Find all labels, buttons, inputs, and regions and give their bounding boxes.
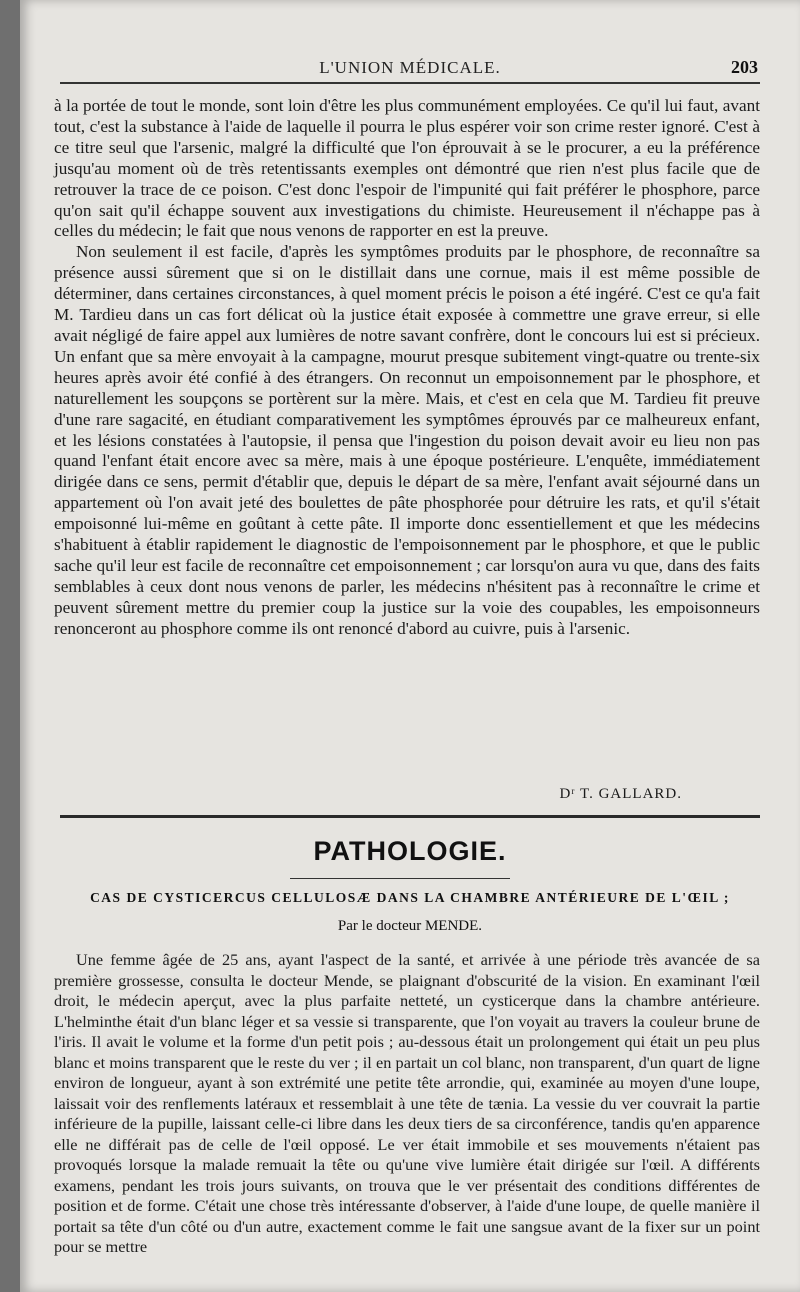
paragraph: à la portée de tout le monde, sont loin d'être les plus communément employées. Ce qu'il lui faut, avant tout, c'est la substance à l'aide de laquelle il pourra le plus espérer voir son crime rester ignoré. C'est à ce titre seul que l'arsenic, malgré la difficulté que l'on éprouvait à se le procurer, a eu la préférence jusqu'au moment où de très retentissants exemples ont démontré que rien n'est plus facile que de retrouver la trace de ce poison. C'est donc l'espoir de l'impunité qui fait préférer le phosphore, parce qu'on sait qu'il échappe souvent aux investigations du chimiste. Heureusement il n'échappe pas à celles du médecin; le fait que nous venons de rapporter en est la preuve. — [54, 96, 760, 241]
page-number: 203 — [731, 57, 758, 77]
title-underline — [290, 878, 510, 879]
page — [20, 0, 800, 1292]
byline: Par le docteur MENDE. — [337, 918, 483, 934]
article-title: CAS DE CYSTICERCUS CELLULOSÆ DANS LA CHAMBRE ANTÉRIEURE DE L'ŒIL ; — [90, 890, 730, 905]
article-body — [54, 950, 760, 1258]
section-divider — [60, 815, 760, 818]
article-continuation — [54, 96, 760, 640]
author-signature: Dʳ T. GALLARD. — [559, 786, 682, 802]
section-title: PATHOLOGIE. — [313, 836, 507, 866]
running-title: L'UNION MÉDICALE. — [319, 58, 501, 77]
running-header — [60, 52, 760, 84]
paragraph: Une femme âgée de 25 ans, ayant l'aspect de la santé, et arrivée à une période très avancée de sa première grossesse, consulta le docteur Mende, se plaignant d'obscurité de la vision. En examinant l'œil droit, le médecin aperçut, avec la plus parfaite netteté, un cysticerque dans la chambre antérieure. L'helminthe était d'un blanc léger et sa vessie si transparente, que l'on voyait au travers la couleur brune de l'iris. Il avait le volume et la forme d'un petit pois ; au-dessous était un prolongement qui était un peu plus blanc et moins transparent que le reste du ver ; il en partait un col blanc, non transparent, d'un quart de ligne environ de longueur, ayant à son extrémité une petite tête arrondie, qui, examinée au moyen d'une loupe, laissait voir des renflements latéraux et ressemblait à une tête de tænia. La vessie du ver couvrait la partie inférieure de la pupille, laissant celle-ci libre dans les deux tiers de sa circonférence, tandis qu'en apparence elle ne différait pas de celle de l'œil opposé. Le ver était immobile et ses mouvements n'étaient pas provoqués lorsque la malade remuait la tête ou qu'une vive lumière était dirigée sur l'œil. A différents examens, pendant les trois jours suivants, on trouva que le ver présentait des conditions différentes de position et de forme. C'était une chose très intéressante d'observer, à l'aide d'une loupe, de quelle manière il portait sa tête d'un côté ou d'un autre, exactement comme le fait une sangsue avant de la fixer sur un point pour se mettre — [54, 950, 760, 1256]
paragraph: Non seulement il est facile, d'après les symptômes produits par le phosphore, de reconnaître sa présence aussi sûrement que si on le distillait dans une cornue, mais il est même possible de déterminer, dans certaines circonstances, à quel moment précis le poison a été ingéré. C'est ce qu'a fait M. Tardieu dans un cas fort délicat où la justice était exposée à commettre une grave erreur, si elle avait négligé de faire appel aux lumières de notre savant confrère, dont le concours lui est si précieux. Un enfant que sa mère envoyait à la campagne, mourut presque subitement vingt-quatre ou trente-six heures après avoir été confié à des étrangers. On reconnut un empoisonnement par le phosphore, et naturellement les soupçons se portèrent sur la mère. Mais, et c'est en cela que M. Tardieu fit preuve d'une rare sagacité, en étudiant comparativement les symptômes éprouvés par ce malheureux enfant, et les lésions constatées à l'autopsie, il pensa que l'ingestion du poison devait avoir eu lieu non pas quand l'enfant était encore avec sa mère, mais à une époque postérieure. L'enquête, immédiatement dirigée dans ce sens, permit d'établir que, depuis le départ de sa mère, l'enfant avait séjourné dans un appartement où l'on avait jeté des boulettes de pâte phosphorée pour détruire les rats, et qu'il s'était empoisonné lui-même en goûtant à cette pâte. Il importe donc essentiellement et que les médecins s'habituent à établir rapidement le diagnostic de l'empoisonnement par le phosphore, et que le public sache qu'il leur est facile de reconnaître cet empoisonnement ; car lorsqu'on aura vu que, dans des faits semblables à ceux dont nous venons de parler, les médecins n'hésitent pas à reconnaître le crime et peuvent sûrement mettre du premier coup la justice sur la voie des coupables, les empoisonneurs renonceront au phosphore comme ils ont renoncé d'abord au cuivre, puis à l'arsenic. — [54, 242, 760, 638]
